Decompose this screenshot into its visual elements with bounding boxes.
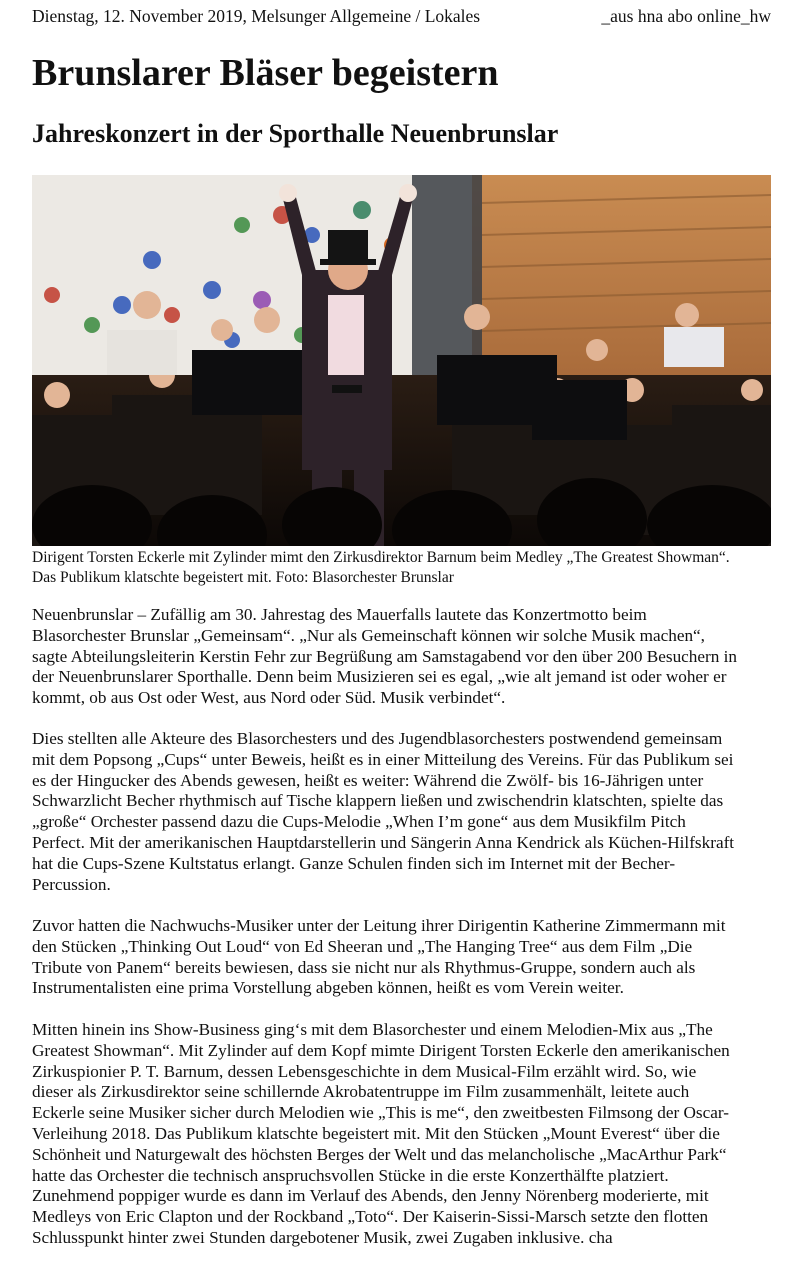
- text-line: Perfect. Mit der amerikanischen Hauptdarstellerin und Sängerin Anna Kendrick als Küchen-Hilfskraft: [32, 832, 735, 852]
- text-line: „große“ Orchester passend dazu die Cups-Melodie „When I’m gone“ aus dem Musikfilm Pitch: [32, 812, 686, 832]
- text-line: Schwarzlicht Becher rhythmisch auf Tische klappern ließen und zwischendrin klatschten, spielte das: [32, 791, 724, 811]
- text-line: Dies stellten alle Akteure des Blasorchesters und des Jugendblasorchesters postwendend gemeinsam: [32, 729, 723, 748]
- text-line: den Stücken „Thinking Out Loud“ von Ed Sheeran und „The Hanging Tree“ aus dem Film „Die: [32, 936, 693, 956]
- photo-caption: [32, 548, 774, 588]
- source-tag: _aus hna abo online_hw: [601, 6, 771, 26]
- text-line: Percussion.: [32, 874, 111, 894]
- text-line: Greatest Showman“. Mit Zylinder auf dem Kopf mimte Dirigent Torsten Eckerle den amerikanischen: [32, 1040, 730, 1060]
- text-line: Neuenbrunslar – Zufällig am 30. Jahrestag des Mauerfalls lautete das Konzertmotto beim: [32, 605, 647, 624]
- text-line: Zirkuspionier P. T. Barnum, dessen Lebensgeschichte in dem Musical-Film erzählt wird. So, wie: [32, 1061, 697, 1081]
- text-line: Tribute von Panem“ bereits bewiesen, dass sie nicht nur als Rhythmus-Gruppe, sondern auch als: [32, 957, 696, 977]
- text-line: sagte Abteilungsleiterin Kerstin Fehr zur Begrüßung am Samstagabend vor den über 200 Besuchern in: [32, 646, 737, 666]
- text-line: mit dem Popsong „Cups“ unter Beweis, heißt es in einer Mitteilung des Vereins. Für das Publikum sei: [32, 749, 734, 769]
- text-line: Eckerle seine Musiker sicher durch Melodien wie „This is me“, den zweitbesten Filmsong der Oscar-: [32, 1103, 729, 1123]
- text-line: hatte das Orchester die technisch anspruchsvollen Stücke in die erste Konzerthälfte platziert.: [32, 1165, 669, 1185]
- text-line: der Neuenbrunslarer Sporthalle. Denn beim Musizieren sei es egal, „wie alt jemand ist oder woher er: [32, 667, 727, 687]
- text-line: hat die Cups-Szene Kultstatus erlangt. Ganze Schulen finden sich im Internet mit der Becher-: [32, 853, 676, 873]
- text-line: Instrumentalisten eine prima Vorstellung abgeben können, heißt es vom Verein weiter.: [32, 978, 624, 998]
- paragraph: [32, 1020, 774, 1249]
- subheadline: Jahreskonzert in der Sporthalle Neuenbrunslar: [32, 119, 559, 148]
- caption-line: Dirigent Torsten Eckerle mit Zylinder mimt den Zirkusdirektor Barnum beim Medley „The Greatest Showman“.: [32, 549, 730, 566]
- concert-photo: [32, 175, 771, 546]
- headline: Brunslarer Bläser begeistern: [32, 52, 499, 94]
- paragraph: [32, 916, 774, 999]
- text-line: Medleys von Eric Clapton und der Rockband „Toto“. Der Kaiserin-Sissi-Marsch setzte den flotten: [32, 1207, 709, 1227]
- caption-line: Das Publikum klatschte begeistert mit. Foto: Blasorchester Brunslar: [32, 569, 454, 586]
- text-line: es der Hingucker des Abends gewesen, heißt es weiter: Während die Zwölf- bis 16-Jährigen unter: [32, 770, 704, 790]
- text-line: Zuvor hatten die Nachwuchs-Musiker unter der Leitung ihrer Dirigentin Katherine Zimmermann mit: [32, 916, 726, 935]
- article-meta: [32, 5, 774, 27]
- text-line: dieser als Zirkusdirektor seine schillernde Akrobatentruppe im Film zusammenhält, leitete auch: [32, 1082, 690, 1102]
- text-line: Verleihung 2018. Das Publikum klatschte begeistert mit. Mit den Stücken „Mount Everest“ über die: [32, 1123, 720, 1143]
- paragraph: [32, 605, 774, 709]
- text-line: Mitten hinein ins Show-Business ging‘s mit dem Blasorchester und einem Melodien-Mix aus „The: [32, 1020, 713, 1039]
- dateline: Dienstag, 12. November 2019, Melsunger Allgemeine / Lokales: [32, 6, 481, 26]
- text-line: Zunehmend poppiger wurde es dann im Verlauf des Abends, den Jenny Nörenberg moderierte, mit: [32, 1186, 709, 1206]
- concert-photo-icon: [32, 175, 771, 546]
- text-line: Schönheit und Naturgewalt des höchsten Berges der Welt und das melancholische „MacArthur Park“: [32, 1144, 727, 1164]
- text-line: Blasorchester Brunslar „Gemeinsam“. „Nur als Gemeinschaft können wir solche Musik machen“,: [32, 625, 705, 645]
- text-line: kommt, ob aus Ost oder West, aus Nord oder Süd. Musik verbindet“.: [32, 688, 506, 708]
- text-line: Schlusspunkt hinter zwei Stunden dargebotener Musik, zwei Zugaben inklusive. cha: [32, 1227, 613, 1247]
- paragraph: [32, 729, 774, 895]
